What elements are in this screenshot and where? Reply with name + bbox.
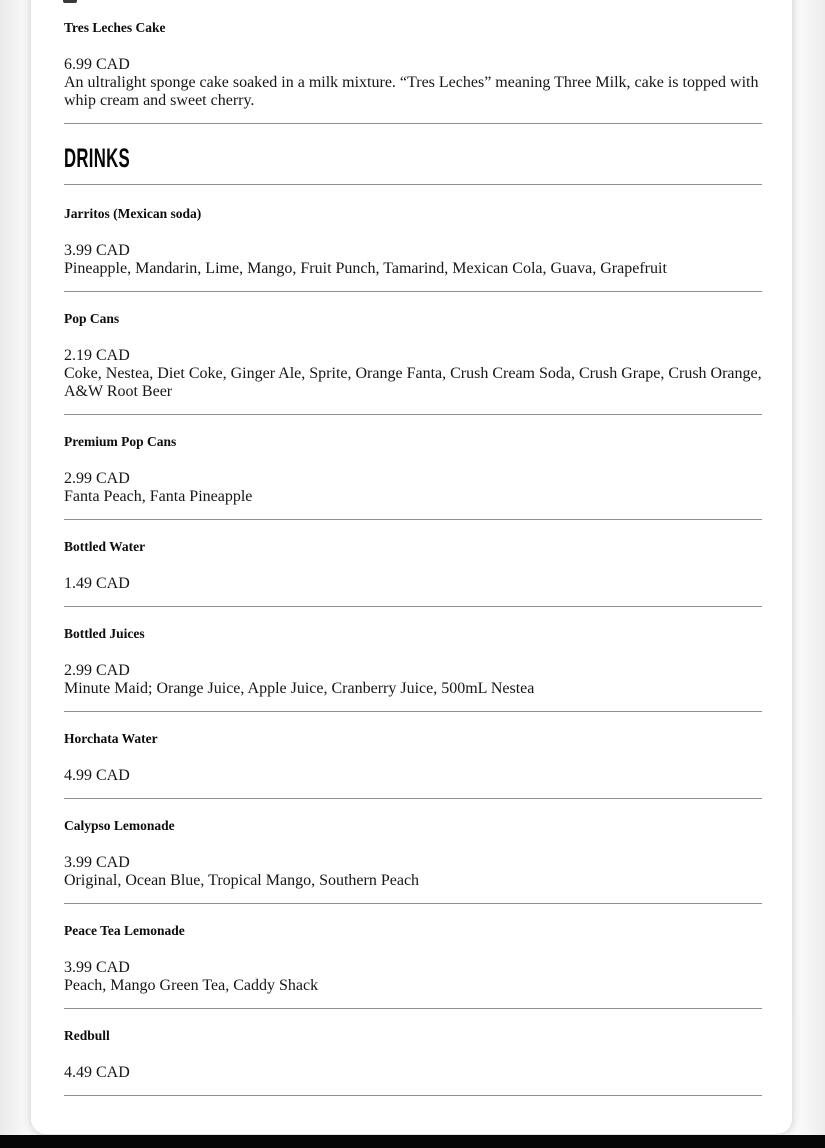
item-price: 4.99 CAD — [64, 767, 130, 784]
item-divider — [64, 414, 762, 415]
menu-item — [64, 20, 762, 124]
item-price: 3.99 CAD — [64, 854, 130, 871]
item-name: Premium Pop Cans — [64, 434, 177, 449]
menu-item — [64, 539, 762, 607]
item-description: An ultralight sponge cake soaked in a milk mixture. “Tres Leches” meaning Three Milk, cake is topped with whip cream and sweet cherry. — [64, 74, 759, 109]
item-description: Pineapple, Mandarin, Lime, Mango, Fruit Punch, Tamarind, Mexican Cola, Guava, Grapefruit — [64, 260, 667, 277]
item-price: 1.49 CAD — [64, 575, 130, 592]
item-description: Original, Ocean Blue, Tropical Mango, Southern Peach — [64, 872, 420, 889]
item-name: Jarritos (Mexican soda) — [64, 206, 202, 221]
menu-item — [64, 731, 762, 799]
item-divider — [64, 291, 762, 292]
item-divider — [64, 903, 762, 904]
menu-item — [64, 206, 762, 292]
item-divider — [64, 1008, 762, 1009]
item-name: Bottled Juices — [64, 626, 145, 641]
menu-content — [31, 0, 792, 1096]
footer-band — [0, 1135, 825, 1148]
item-name: Tres Leches Cake — [64, 20, 166, 35]
menu-page-card — [30, 0, 793, 1135]
section-heading: DRINKS — [64, 143, 131, 173]
menu-item — [64, 923, 762, 1009]
item-description: Minute Maid; Orange Juice, Apple Juice, Cranberry Juice, 500mL Nestea — [64, 680, 535, 697]
item-price: 4.49 CAD — [64, 1064, 130, 1081]
menu-item — [64, 1028, 762, 1096]
item-name: Calypso Lemonade — [64, 818, 175, 833]
section-divider — [64, 184, 762, 185]
section-heading-wrap — [64, 143, 762, 185]
item-price: 2.99 CAD — [64, 662, 130, 679]
item-divider — [64, 606, 762, 607]
item-price: 3.99 CAD — [64, 959, 130, 976]
item-price: 2.19 CAD — [64, 347, 130, 364]
item-name: Redbull — [64, 1028, 110, 1043]
item-divider — [64, 1095, 762, 1096]
menu-item — [64, 311, 762, 415]
item-name: Peace Tea Lemonade — [64, 923, 185, 938]
item-price: 6.99 CAD — [64, 56, 130, 73]
cut-off-text-fragment — [63, 0, 77, 3]
item-name: Pop Cans — [64, 311, 120, 326]
item-description: Coke, Nestea, Diet Coke, Ginger Ale, Sprite, Orange Fanta, Crush Cream Soda, Crush Grape, Crush Orange, A&W Root Beer — [64, 365, 762, 400]
item-divider — [64, 711, 762, 712]
item-name: Horchata Water — [64, 731, 158, 746]
item-divider — [64, 123, 762, 124]
item-description: Peach, Mango Green Tea, Caddy Shack — [64, 977, 319, 994]
item-divider — [64, 798, 762, 799]
item-description: Fanta Peach, Fanta Pineapple — [64, 488, 253, 505]
menu-item — [64, 626, 762, 712]
item-name: Bottled Water — [64, 539, 146, 554]
item-divider — [64, 519, 762, 520]
menu-item — [64, 434, 762, 520]
menu-item — [64, 818, 762, 904]
item-price: 3.99 CAD — [64, 242, 130, 259]
item-price: 2.99 CAD — [64, 470, 130, 487]
